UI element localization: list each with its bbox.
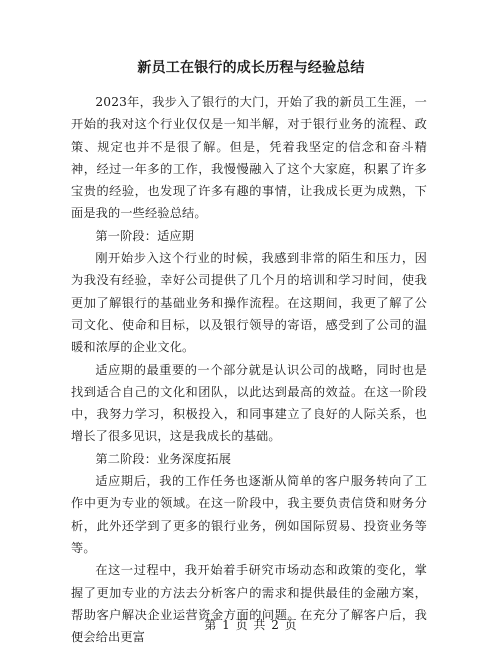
paragraph-stage-1-start: 刚开始步入这个行业的时候，我感到非常的陌生和压力，因为我没有经验，幸好公司提供了几个月的培训和学习时间，使我更加了解银行的基础业务和操作流程。在这期间，我更了解了公司文化、使命和目标，以及银行领导的寄语，感受到了公司的温暖和浓厚的企业文化。	[71, 251, 427, 355]
document-body	[71, 91, 427, 648]
paragraph-intro: 2023年，我步入了银行的大门，开始了我的新员工生涯，一开始的我对这个行业仅仅是一知半解，对于银行业务的流程、政策、规定也并不是很了解。但是，凭着我坚定的信念和奋斗精神，经过一年多的工作，我慢慢融入了这个大家庭，积累了许多宝贵的经验，也发现了许多有趣的事情，让我成长更为成熟，下面是我的一些经验总结。	[71, 95, 427, 221]
paragraph-stage-2-process: 在这一过程中，我开始着手研究市场动态和政策的变化，掌握了更加专业的方法去分析客户的需求和提供最佳的金融方案，帮助客户解决企业运营资金方面的问题。在充分了解客户后，我便会给出更富	[71, 563, 427, 645]
section-heading-stage-2: 第二阶段：业务深度拓展	[95, 451, 232, 466]
paragraph-stage-1-strategy: 适应期的最重要的一个部分就是认识公司的战略，同时也是找到适合自己的文化和团队，以此达到最高的效益。在这一阶段中，我努力学习，积极投入，和同事建立了良好的人际关系，也增长了很多见识，这是我成长的基础。	[71, 362, 427, 444]
section-heading-stage-1: 第一阶段：适应期	[95, 228, 195, 243]
page-number: 第 1 页 共 2 页	[204, 618, 298, 632]
paragraph-stage-2-start: 适应期后，我的工作任务也逐渐从简单的客户服务转向了工作中更为专业的领域。在这一阶段中，我主要负责信贷和财务分析，此外还学到了更多的银行业务，例如国际贸易、投资业务等等。	[71, 474, 427, 555]
document-title: 新员工在银行的成长历程与经验总结	[137, 60, 365, 76]
